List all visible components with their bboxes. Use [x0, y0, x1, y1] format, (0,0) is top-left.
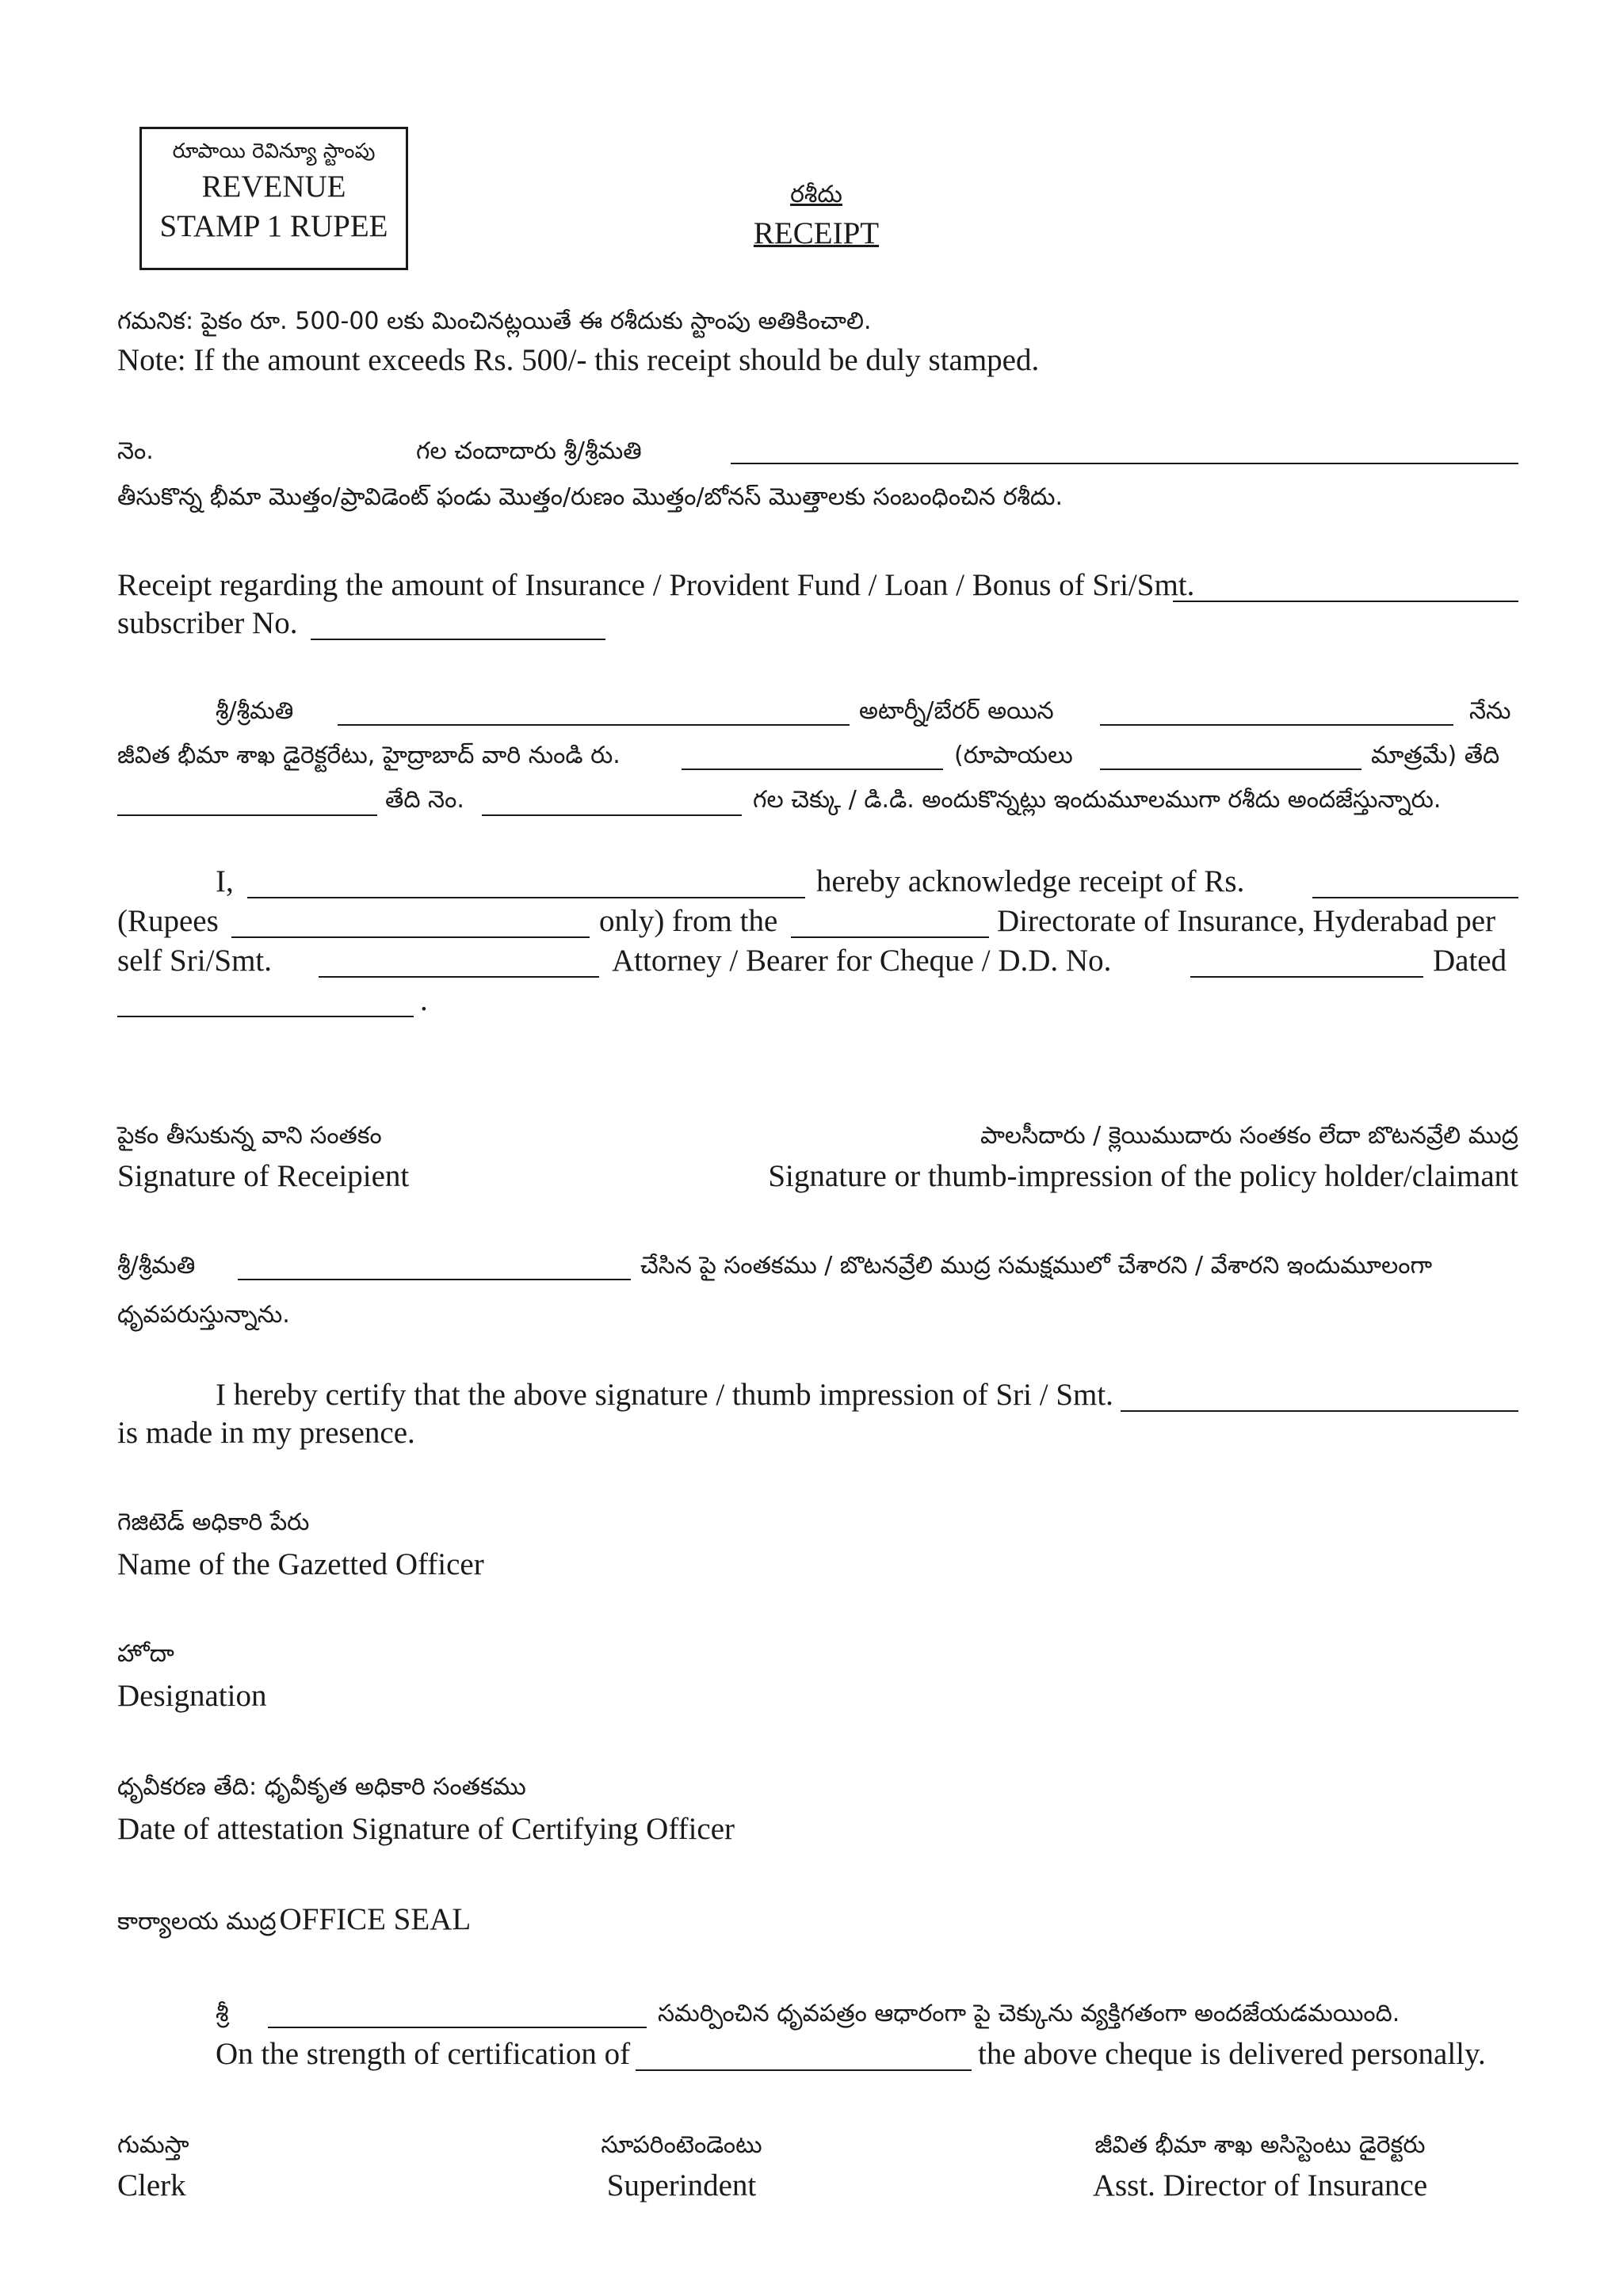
te-amount-blank[interactable]	[682, 742, 943, 770]
en-date-blank[interactable]	[117, 989, 414, 1017]
revenue-stamp-box	[139, 127, 408, 270]
en-directorate-label: Directorate of Insurance, Hyderabad per	[997, 904, 1496, 938]
officer-name-english: Name of the Gazetted Officer	[117, 1547, 484, 1581]
recipient-sig-telugu: పైకం తీసుకున్న వాని సంతకం	[117, 1122, 382, 1150]
te-cheque-no-blank[interactable]	[482, 788, 742, 816]
recipient-sig-english: Signature of Receipient	[117, 1159, 410, 1193]
delivery-english-label: On the strength of certification of	[216, 2037, 631, 2071]
te-certify-end: ధృవపరుస్తున్నాను.	[117, 1301, 290, 1329]
en-certify-text: I hereby certify that the above signature / thumb impression of Sri / Smt.	[216, 1378, 1113, 1412]
en-cheque-no-blank[interactable]	[1190, 949, 1423, 978]
en-amount-blank[interactable]	[1312, 870, 1518, 898]
delivery-en-name-blank[interactable]	[636, 2042, 972, 2071]
stamp-telugu: రూపాయి రెవిన్యూ స్టాంపు	[172, 139, 376, 163]
en-name-blank[interactable]	[247, 870, 805, 898]
en-rupees-words-blank[interactable]	[231, 910, 590, 938]
te-rupees-words-blank[interactable]	[1100, 742, 1361, 770]
attestation-telugu: ధృవీకరణ తేది: ధృవీకృత అధికారి సంతకము	[117, 1773, 526, 1801]
te-sri-smt-label: శ్రీ/శ్రీమతి	[216, 697, 294, 725]
asst-director-english: Asst. Director of Insurance	[1092, 2168, 1428, 2203]
delivery-sri-label: శ్రీ	[216, 2000, 229, 2027]
te-cheque-receipt-text: గల చెక్కు / డి.డి. అందుకొన్నట్లు ఇందుమూలముగా రశీదు అందజేస్తున్నారు.	[753, 786, 1442, 814]
te-name-blank[interactable]	[338, 697, 850, 726]
te-nenu-label: నేను	[1469, 697, 1511, 725]
clerk-english: Clerk	[117, 2168, 186, 2203]
delivery-english-text: the above cheque is delivered personally.	[978, 2037, 1486, 2071]
holder-sig-english: Signature or thumb-impression of the policy holder/claimant	[768, 1159, 1518, 1193]
en-self-sri-label: self Sri/Smt.	[117, 944, 273, 978]
en-presence-text: is made in my presence.	[117, 1416, 415, 1450]
en-dated-label: Dated	[1433, 944, 1507, 978]
te-rupees-label: (రూపాయలు	[954, 742, 1073, 769]
en-only-from-label: only) from the	[599, 904, 778, 938]
te-subscriber-name-blank[interactable]	[731, 436, 1518, 464]
en-subscriber-name-blank[interactable]	[1173, 574, 1518, 602]
en-self-name-blank[interactable]	[319, 949, 599, 978]
te-date-no-label: తేది నెం.	[385, 786, 464, 814]
te-attorney-blank[interactable]	[1100, 697, 1453, 726]
te-certify-name-blank[interactable]	[238, 1252, 631, 1280]
te-only-date-label: మాత్రమే) తేది	[1371, 742, 1500, 769]
note-english: Note: If the amount exceeds Rs. 500/- this receipt should be duly stamped.	[117, 343, 1040, 377]
holder-sig-telugu: పాలసీదారు / క్లెయిముదారు సంతకం లేదా బొటనవ్రేలి ముద్ర	[980, 1122, 1518, 1150]
delivery-telugu-text: సమర్పించిన ధృవపత్రం ఆధారంగా పై చెక్కును వ్యక్తిగతంగా అందజేయడమయింది.	[658, 2000, 1400, 2027]
en-certify-name-blank[interactable]	[1121, 1383, 1518, 1412]
office-seal-english: OFFICE SEAL	[279, 1902, 472, 1936]
delivery-te-name-blank[interactable]	[268, 2000, 647, 2028]
te-certify-sri-label: శ్రీ/శ్రీమతి	[117, 1252, 196, 1280]
office-seal-telugu: కార్యాలయ ముద్ర	[117, 1908, 277, 1936]
te-no-label: నెం.	[117, 437, 154, 465]
designation-telugu: హోదా	[117, 1640, 174, 1668]
en-acknowledge-label: hereby acknowledge receipt of Rs.	[816, 864, 1245, 898]
te-certify-text: చేసిన పై సంతకము / బొటనవ్రేలి ముద్ర సమక్షములో చేశారని / వేశారని ఇందుమూలంగా	[640, 1252, 1433, 1280]
te-receipt-purpose: తీసుకొన్న భీమా మొత్తం/ప్రావిడెంట్ ఫండు మొత్తం/రుణం మొత్తం/బోనస్ మొత్తాలకు సంబంధించిన రశీదు.	[117, 483, 1063, 511]
title-telugu: రశీదు	[790, 181, 842, 208]
title-english: RECEIPT	[753, 216, 880, 250]
clerk-telugu: గుమస్తా	[117, 2131, 189, 2159]
en-i-label: I,	[216, 864, 234, 898]
superintendent-english: Superindent	[606, 2168, 757, 2203]
en-date-end-dot: .	[420, 983, 428, 1017]
te-subscriber-label: గల చందాదారు శ్రీ/శ్రీమతి	[416, 437, 642, 465]
en-from-blank[interactable]	[791, 910, 989, 938]
te-date-blank[interactable]	[117, 788, 377, 816]
attestation-english: Date of attestation Signature of Certifying Officer	[117, 1812, 735, 1846]
asst-director-telugu: జీవిత భీమా శాఖ అసిస్టెంటు డైరెక్టరు	[1094, 2131, 1426, 2159]
te-attorney-label: అటార్నీ/బేరర్ అయిన	[859, 697, 1054, 725]
en-receipt-regarding: Receipt regarding the amount of Insurance / Provident Fund / Loan / Bonus of Sri/Smt.	[117, 568, 1195, 602]
stamp-line-1: REVENUE	[201, 170, 346, 204]
stamp-line-2: STAMP 1 RUPEE	[159, 209, 388, 243]
en-attorney-label: Attorney / Bearer for Cheque / D.D. No.	[612, 944, 1112, 978]
office-seal-line	[117, 1900, 471, 1941]
en-rupees-label: (Rupees	[117, 904, 219, 938]
te-directorate-label: జీవిత భీమా శాఖ డైరెక్టరేటు, హైద్రాబాద్ వారి నుండి రు.	[117, 742, 621, 769]
en-subscriber-no-label: subscriber No.	[117, 606, 298, 640]
superintendent-telugu: సూపరింటెండెంటు	[601, 2131, 762, 2159]
en-subscriber-no-blank[interactable]	[311, 612, 605, 640]
officer-name-telugu: గెజిటెడ్ అధికారి పేరు	[117, 1508, 310, 1536]
note-telugu: గమనిక: పైకం రూ. 500-00 లకు మించినట్లయితే ఈ రశీదుకు స్టాంపు అతికించాలి.	[117, 307, 872, 335]
designation-english: Designation	[117, 1679, 267, 1713]
